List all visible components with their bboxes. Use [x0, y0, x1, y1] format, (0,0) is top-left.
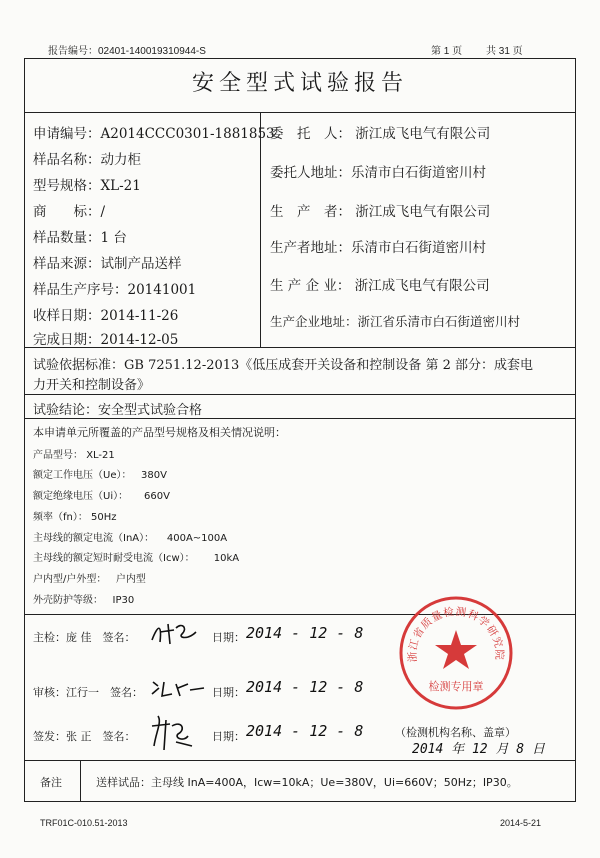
- report-title: 安全型式试验报告: [191, 71, 408, 96]
- divider: [24, 418, 576, 419]
- reviewer-signature: [150, 676, 206, 700]
- coverage-ui: 额定绝缘电压（Ui）： 660V: [33, 491, 170, 502]
- inspector-signature: [148, 620, 202, 648]
- page-total: 共 31 页: [486, 46, 523, 57]
- coverage-frequency: 频率（fn）： 50Hz: [33, 512, 117, 523]
- inspector-date-label: 日期：: [212, 631, 245, 644]
- stamp-star-icon: [435, 630, 477, 669]
- coverage-ina: 主母线的额定电流（InA）： 400A~100A: [33, 533, 228, 544]
- field-manufacturer-address: 生产企业地址：浙江省乐清市白石街道密川村: [270, 314, 521, 329]
- form-code: TRF01C-010.51-2013: [40, 818, 128, 828]
- test-conclusion: 试验结论：安全型式试验合格: [33, 403, 203, 418]
- field-application-no: 申请编号：A2014CCC0301-1881853: [33, 126, 275, 142]
- remarks-divider: [80, 760, 81, 802]
- form-date: 2014-5-21: [500, 818, 542, 828]
- field-serial: 样品生产序号：20141001: [33, 282, 197, 298]
- coverage-indoor: 户内型/户外型： 户内型: [33, 574, 146, 585]
- column-divider: [260, 112, 261, 347]
- reviewer-date-label: 日期：: [212, 686, 245, 699]
- coverage-ue: 额定工作电压（Ue）： 380V: [33, 470, 167, 481]
- test-basis-line2: 力开关和控制设备》: [33, 378, 151, 393]
- stamp-date: 2014 年 12 月 8 日: [412, 742, 545, 757]
- field-producer-address: 生产者地址：乐清市白石街道密川村: [270, 240, 486, 256]
- field-quantity: 样品数量：1 台: [33, 230, 127, 246]
- approver-date: 2014 - 12 - 8: [246, 722, 364, 740]
- divider: [24, 760, 576, 761]
- field-trademark: 商 标：/: [33, 204, 106, 220]
- field-manufacturer: 生 产 企 业： 浙江成飞电气有限公司: [270, 278, 490, 294]
- field-sample-name: 样品名称：动力柜: [33, 152, 141, 168]
- svg-text:检测专用章: 检测专用章: [428, 680, 484, 693]
- field-client-address: 委托人地址：乐清市白石街道密川村: [270, 165, 486, 181]
- reviewer-label: 审核：江行一 签名：: [33, 686, 143, 699]
- inspector-label: 主检：庞 佳 签名：: [33, 631, 136, 644]
- field-model: 型号规格：XL-21: [33, 178, 141, 194]
- approver-label: 签发：张 正 签名：: [33, 730, 136, 743]
- field-client: 委 托 人： 浙江成飞电气有限公司: [270, 126, 491, 142]
- reviewer-date: 2014 - 12 - 8: [246, 678, 364, 696]
- field-completed-date: 完成日期：2014-12-05: [33, 332, 179, 348]
- approver-date-label: 日期：: [212, 730, 245, 743]
- divider: [24, 112, 576, 113]
- report-number: 报告编号：02401-140019310944-S: [48, 46, 206, 57]
- divider: [24, 394, 576, 395]
- coverage-model: 产品型号： XL-21: [33, 450, 115, 461]
- remarks-text: 送样试品：主母线 InA=400A，Icw=10kA；Ue=380V，Ui=660V；50Hz；IP30。: [96, 776, 518, 789]
- coverage-intro: 本申请单元所覆盖的产品型号规格及相关情况说明：: [33, 426, 286, 439]
- page-number: 第 1 页: [431, 46, 463, 57]
- coverage-ip: 外壳防护等级： IP30: [33, 595, 135, 606]
- field-received-date: 收样日期：2014-11-26: [33, 308, 179, 324]
- remarks-label: 备注: [40, 776, 62, 789]
- official-stamp: [397, 594, 515, 712]
- field-source: 样品来源：试制产品送样: [33, 256, 182, 272]
- stamp-caption: （检测机构名称、盖章）: [395, 726, 516, 739]
- coverage-icw: 主母线的额定短时耐受电流（Icw）： 10kA: [33, 553, 240, 564]
- svg-text:浙江省质量检测科学研究院: 浙江省质量检测科学研究院: [406, 605, 506, 663]
- field-producer: 生 产 者： 浙江成飞电气有限公司: [270, 204, 491, 220]
- inspector-date: 2014 - 12 - 8: [246, 624, 364, 642]
- approver-signature: [148, 712, 198, 754]
- test-basis-line1: 试验依据标准：GB 7251.12-2013《低压成套开关设备和控制设备 第 2 部分：成套电: [33, 358, 533, 373]
